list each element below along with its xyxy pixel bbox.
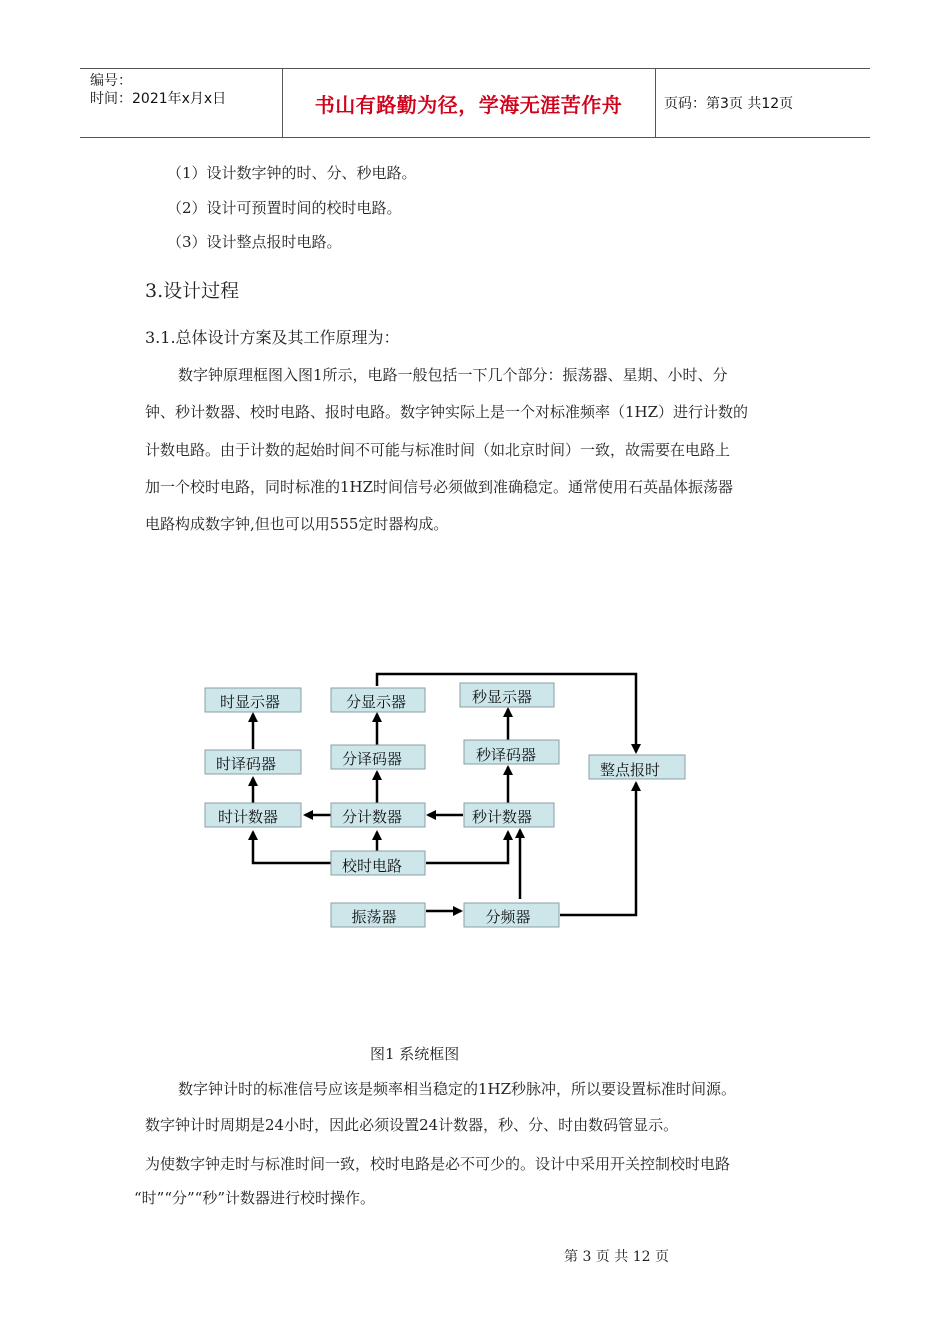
diagram-connectors <box>253 674 636 915</box>
paragraph-line: 加一个校时电路，同时标准的1HZ时间信号必须做到准确稳定。通常使用石英晶体振荡器 <box>145 478 734 496</box>
subsection-title: 3.1.总体设计方案及其工作原理为： <box>145 328 400 347</box>
figure-caption: 图1 系统框图 <box>370 1045 460 1063</box>
list-item: （2）设计可预置时间的校时电路。 <box>167 199 402 217</box>
box-min-decoder <box>331 745 425 769</box>
paragraph-line: 数字钟计时周期是24小时，因此必须设置24计数器，秒、分、时由数码管显示。 <box>145 1116 679 1134</box>
box-label: 秒译码器 <box>475 746 537 764</box>
box-hour-decoder <box>205 750 301 774</box>
box-label: 秒显示器 <box>471 688 533 706</box>
box-hour-display <box>205 688 301 712</box>
box-label: 时显示器 <box>219 693 281 711</box>
header-page-info: 页码：第3页 共12页 <box>664 96 794 112</box>
doc-number-label: 编号： <box>90 73 132 89</box>
arrow-setting-to-hour <box>253 832 331 863</box>
box-label: 分译码器 <box>341 750 403 768</box>
arrow-setting-to-sec <box>426 832 508 863</box>
paragraph-line: 为使数字钟走时与标准时间一致，校时电路是必不可少的。设计中采用开关控制校时电路 <box>145 1155 731 1173</box>
box-label: 校时电路 <box>341 857 403 875</box>
box-min-counter <box>331 803 425 827</box>
paragraph-line: 钟、秒计数器、校时电路、报时电路。数字钟实际上是一个对标准频率（1HZ）进行计数的 <box>145 403 749 421</box>
box-hourly-chime <box>589 755 685 779</box>
box-sec-decoder <box>464 740 559 764</box>
box-min-display <box>331 688 425 712</box>
box-sec-display <box>460 683 554 707</box>
list-item: （1）设计数字钟的时、分、秒电路。 <box>167 164 417 182</box>
box-label: 分计数器 <box>341 808 403 826</box>
page-footer: 第 3 页 共 12 页 <box>564 1249 669 1265</box>
box-label: 振荡器 <box>351 908 397 926</box>
box-oscillator <box>331 903 425 927</box>
paragraph-line: 计数电路。由于计数的起始时间不可能与标准时间（如北京时间）一致，故需要在电路上 <box>145 441 731 459</box>
box-divider <box>464 903 559 927</box>
box-label: 时计数器 <box>217 808 279 826</box>
header-motto: 书山有路勤为径，学海无涯苦作舟 <box>314 93 623 117</box>
paragraph-line: 数字钟原理框图入图1所示，电路一般包括一下几个部分：振荡器、星期、小时、分 <box>178 366 728 384</box>
box-label: 整点报时 <box>599 761 661 779</box>
box-time-setting <box>331 851 425 875</box>
doc-time-label: 时间：2021年x月x日 <box>90 91 227 107</box>
box-sec-counter <box>464 803 554 827</box>
box-label: 分频器 <box>485 908 531 926</box>
paragraph-line: 数字钟计时的标准信号应该是频率相当稳定的1HZ秒脉冲，所以要设置标准时间源。 <box>178 1080 737 1098</box>
arrow-divider-to-chime <box>560 783 636 915</box>
paragraph-line: “时”“分”“秒”计数器进行校时操作。 <box>134 1189 376 1207</box>
box-label: 分显示器 <box>345 693 407 711</box>
box-hour-counter <box>205 803 301 827</box>
list-item: （3）设计整点报时电路。 <box>167 233 342 251</box>
paragraph-line: 电路构成数字钟,但也可以用555定时器构成。 <box>145 515 449 533</box>
box-label: 时译码器 <box>215 755 277 773</box>
section-title: 3.设计过程 <box>145 280 240 302</box>
box-label: 秒计数器 <box>471 808 533 826</box>
